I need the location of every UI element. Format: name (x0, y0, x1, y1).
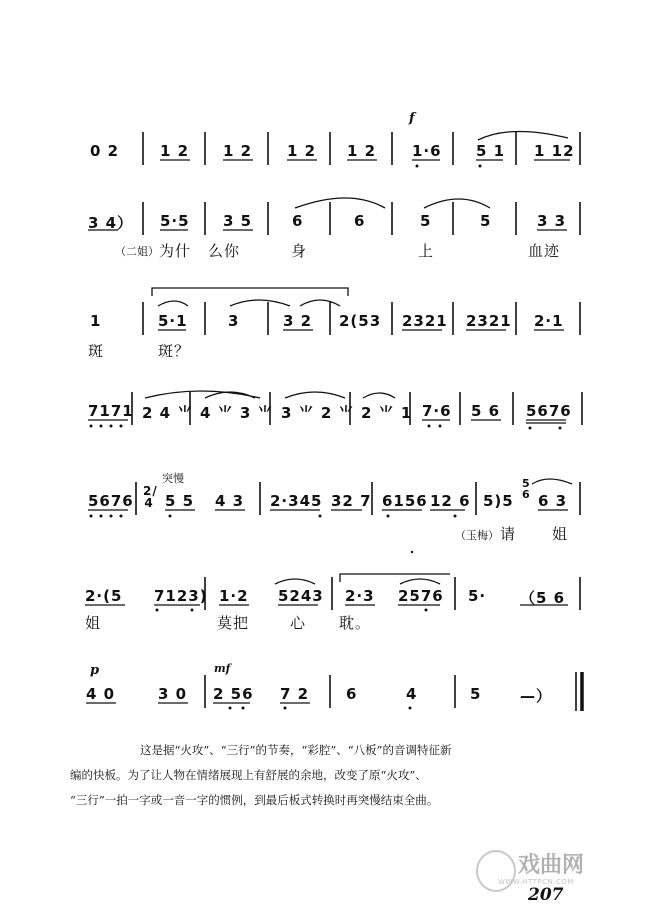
dynamic-mark: mf (214, 662, 231, 675)
underlines (85, 160, 570, 703)
measure: 5 (420, 212, 432, 230)
measure: 2 56 (213, 685, 254, 703)
grace-notes: 5 6 (522, 477, 530, 501)
measure: 7171 (88, 402, 134, 420)
lyric: 血迹 (528, 242, 561, 260)
singer-label: （玉梅） (455, 529, 499, 542)
measure: 32 7 (331, 492, 372, 510)
measure: 4 3 (215, 492, 245, 510)
measure: 2(53 (339, 312, 382, 330)
lyric: 莫把 (217, 614, 250, 632)
lyric: 上 (418, 242, 435, 260)
measure: 2·1 (534, 312, 564, 330)
dynamic-mark: p (90, 663, 100, 678)
page-number: 207 (528, 885, 564, 905)
measure: 2 4 ⺌ (142, 404, 194, 422)
measure: 3 0 (158, 685, 188, 703)
lyric: 耽。 (339, 614, 372, 632)
commentary-text (70, 738, 590, 813)
lyric: 么你 (208, 242, 241, 260)
measure: 3 ⺌ 2 ⺌ (281, 404, 355, 422)
commentary-line: 编的快板。为了让人物在情绪展现上有舒展的余地，改变了原“火攻”、 (70, 768, 427, 782)
measure: 6156 (382, 492, 428, 510)
octave-dots (90, 165, 562, 710)
measure: 4 ⺌ 3 ⺌ (200, 404, 274, 422)
measure: 2321 (402, 312, 448, 330)
watermark-text: 戏曲网 (518, 853, 585, 878)
measure: 1·6 (412, 142, 442, 160)
measure: 2 ⺌ 1 (361, 404, 413, 422)
measure: 1 2 (347, 142, 377, 160)
lyric: 心 (290, 614, 307, 632)
singer-label: （二姐） (115, 245, 159, 258)
measure: 2576 (398, 587, 444, 605)
measure: 12 6 (430, 492, 471, 510)
measure: 7 2 (280, 685, 310, 703)
lyric: 为什 (159, 242, 192, 260)
measure: 0 2 (90, 142, 120, 160)
watermark-url: WWW.HTTPCN.COM (498, 878, 574, 886)
measure: 1·2 (219, 587, 249, 605)
measure: 5 (480, 212, 492, 230)
measure: 1 2 (223, 142, 253, 160)
measure: 6 (346, 685, 358, 703)
measure: —） (520, 687, 553, 705)
measure: 6 3 (538, 492, 568, 510)
measure: 7·6 (422, 402, 452, 420)
measure: 2321 (466, 312, 512, 330)
measure: 3 4） (88, 214, 134, 232)
measure: 2·(5 (85, 587, 123, 605)
measure: 4 (406, 685, 418, 703)
measure: 1 12 (534, 142, 575, 160)
measure: 3 3 (537, 212, 567, 230)
measure: 5 (470, 685, 482, 703)
measure: 5)5 (483, 492, 514, 510)
measure: 1 2 (287, 142, 317, 160)
measure: 5 1 (476, 142, 506, 160)
measure: 5 6 (471, 402, 501, 420)
measure: 5·5 (160, 212, 190, 230)
measure: 2·345 (270, 492, 323, 510)
measure: 3 2 (283, 312, 313, 330)
measure: 3 (228, 312, 240, 330)
measure: 5676 (88, 492, 134, 510)
measure: 7123) (154, 587, 208, 605)
measure: 5· (468, 587, 487, 605)
measure: 1 (90, 312, 102, 330)
measure: 2·3 (345, 587, 375, 605)
lyric: 姐 (552, 525, 569, 543)
lyric: 斑？ (158, 342, 191, 360)
measure: 6 (354, 212, 366, 230)
measure: 4 0 (86, 685, 116, 703)
lyric: 斑 (88, 342, 105, 360)
measure: 5·1 (158, 312, 188, 330)
measure: 3 5 (223, 212, 253, 230)
lyric: 身 (291, 242, 308, 260)
barlines (132, 132, 582, 711)
lyric: 姐 (85, 614, 102, 632)
time-signature: 2/4 (143, 484, 158, 510)
dynamic-mark: f (409, 111, 415, 126)
measure: 6 (292, 212, 304, 230)
commentary-line: “三行”一拍一字或一音一字的惯例，到最后板式转换时再突慢结束全曲。 (70, 793, 439, 807)
measure: 5243 (278, 587, 324, 605)
measure: （5 6 (520, 589, 566, 607)
measure: 5676 (526, 402, 572, 420)
measure: 5 5 (165, 492, 195, 510)
measure: 1 2 (160, 142, 190, 160)
tempo-mark: 突慢 (162, 472, 184, 485)
ties-and-slurs (145, 131, 572, 584)
lyric: 请 (500, 525, 517, 543)
commentary-line: 这是据“火攻”、“三行”的节奏，“彩腔”、“八板”的音调特征新 (140, 743, 452, 757)
